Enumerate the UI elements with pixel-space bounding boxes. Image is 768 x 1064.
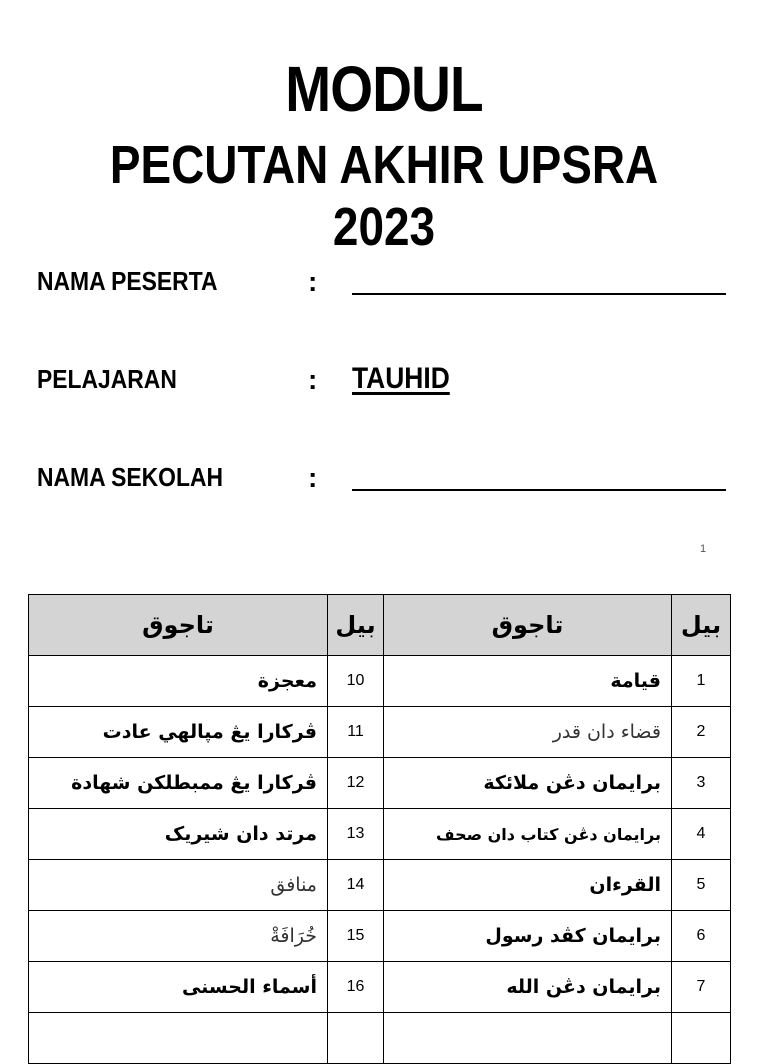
right-topic-cell: برايمان دڠن الله bbox=[384, 962, 672, 1013]
table-row bbox=[29, 707, 731, 758]
right-num-cell: 3 bbox=[672, 758, 731, 809]
right-num-cell: 5 bbox=[672, 860, 731, 911]
right-topic-cell: برايمان دڠن ملائكة bbox=[384, 758, 672, 809]
page-number: 1 bbox=[700, 543, 707, 555]
left-num-cell: 15 bbox=[328, 911, 384, 962]
left-topic-cell: خُرَافَةْ bbox=[29, 911, 328, 962]
nama-sekolah-label: NAMA SEKOLAH bbox=[37, 462, 224, 492]
header-right-topic: تاجوق bbox=[384, 595, 672, 656]
table-row bbox=[29, 962, 731, 1013]
right-num-cell: 4 bbox=[672, 809, 731, 860]
header-left-num: بيل bbox=[328, 595, 384, 656]
right-topic-cell: قضاء دان قدر bbox=[384, 707, 672, 758]
header-right-num: بيل bbox=[672, 595, 731, 656]
right-topic-cell: القرءان bbox=[384, 860, 672, 911]
nama-sekolah-colon: : bbox=[308, 462, 318, 493]
left-topic-cell: ڤركارا يڠ ممبطلكن شهادة bbox=[29, 758, 328, 809]
table-row bbox=[29, 758, 731, 809]
nama-peserta-input-line[interactable] bbox=[352, 293, 726, 295]
left-topic-cell: منافق bbox=[29, 860, 328, 911]
left-num-cell: 14 bbox=[328, 860, 384, 911]
document-subtitle: PECUTAN AKHIR UPSRA 2023 bbox=[109, 135, 659, 257]
pelajaran-colon: : bbox=[308, 364, 318, 395]
pelajaran-value: TAUHID bbox=[352, 362, 450, 395]
nama-sekolah-input-line[interactable] bbox=[352, 489, 726, 491]
left-num-cell: 11 bbox=[328, 707, 384, 758]
left-topic-cell: معجزة bbox=[29, 656, 328, 707]
table-row bbox=[29, 860, 731, 911]
left-num-cell: 13 bbox=[328, 809, 384, 860]
table-row bbox=[29, 656, 731, 707]
nama-peserta-colon: : bbox=[308, 266, 318, 297]
header-left-topic: تاجوق bbox=[29, 595, 328, 656]
pelajaran-label: PELAJARAN bbox=[37, 364, 177, 394]
nama-peserta-label: NAMA PESERTA bbox=[37, 266, 218, 296]
right-topic-cell: برايمان کڤد رسول bbox=[384, 911, 672, 962]
left-topic-cell: أسماء الحسنى bbox=[29, 962, 328, 1013]
right-topic-cell: برايمان دڠن کتاب دان صحف bbox=[384, 809, 672, 860]
left-topic-cell: ڤركارا يڠ مپالهي عادت bbox=[29, 707, 328, 758]
left-num-cell: 10 bbox=[328, 656, 384, 707]
left-num-cell: 12 bbox=[328, 758, 384, 809]
table-header-row bbox=[29, 595, 731, 656]
topics-table bbox=[28, 594, 731, 1064]
document-title: MODUL bbox=[285, 53, 483, 125]
right-num-cell: 1 bbox=[672, 656, 731, 707]
right-num-cell: 6 bbox=[672, 911, 731, 962]
left-topic-cell: مرتد دان شيريک bbox=[29, 809, 328, 860]
table-row-partial bbox=[29, 1013, 731, 1064]
table-row bbox=[29, 911, 731, 962]
table-row bbox=[29, 809, 731, 860]
right-num-cell: 2 bbox=[672, 707, 731, 758]
left-num-cell: 16 bbox=[328, 962, 384, 1013]
right-num-cell: 7 bbox=[672, 962, 731, 1013]
right-topic-cell: قيامة bbox=[384, 656, 672, 707]
